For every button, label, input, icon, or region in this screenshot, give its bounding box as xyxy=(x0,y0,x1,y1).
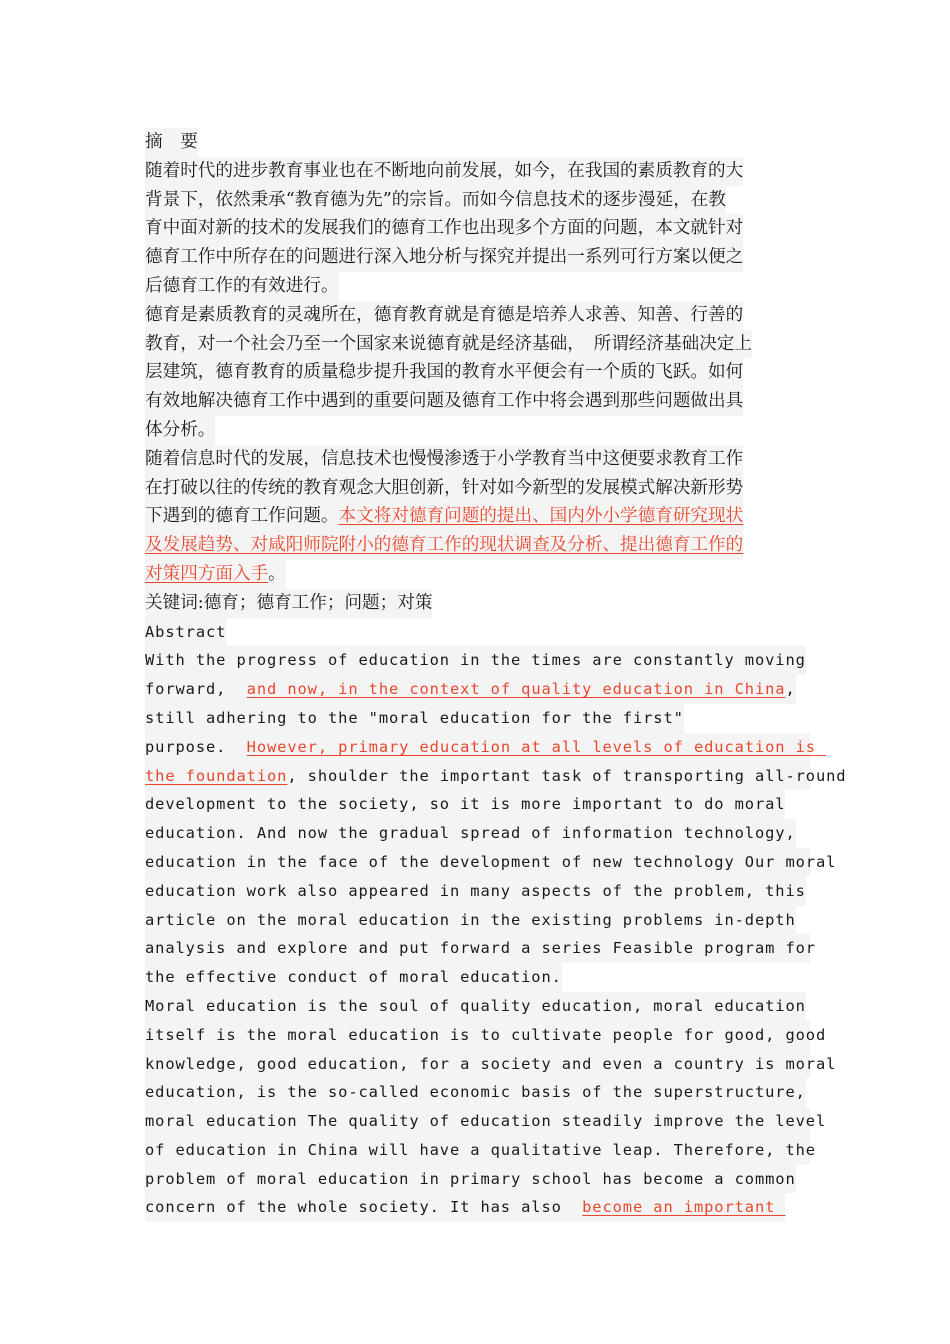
text-line: With the progress of education in the times are constantly moving xyxy=(145,646,806,675)
text-line: 随着信息时代的发展，信息技术也慢慢渗透于小学教育当中这便要求教育工作 xyxy=(145,445,743,474)
text-line: analysis and explore and put forward a series Feasible program for xyxy=(145,934,810,963)
text-line: 后德育工作的有效进行。 xyxy=(145,272,339,301)
text-line: 层建筑，德育教育的质量稳步提升我国的教育水平便会有一个质的飞跃。如何 xyxy=(145,358,743,387)
text-line: education work also appeared in many aspects of the problem, this xyxy=(145,877,806,906)
text-line: 随着时代的进步教育事业也在不断地向前发展，如今，在我国的素质教育的大 xyxy=(145,157,743,186)
text-line: education. And now the gradual spread of information technology, xyxy=(145,819,796,848)
text-line: 德育工作中所存在的问题进行深入地分析与探究并提出一系列可行方案以便之 xyxy=(145,243,743,272)
text-line: of education in China will have a qualitative leap. Therefore, the xyxy=(145,1136,810,1165)
text-line xyxy=(145,502,743,531)
text-line: development to the society, so it is more important to do moral xyxy=(145,790,785,819)
highlighted-text: 及发展趋势、对咸阳师院附小的德育工作的现状调查及分析、提出德育工作的 xyxy=(145,535,744,556)
text-segment: , xyxy=(785,680,796,699)
highlighted-text: become an important xyxy=(582,1198,786,1217)
text-line: Moral education is the soul of quality education, moral education xyxy=(145,992,806,1021)
text-line xyxy=(145,531,743,560)
text-line: itself is the moral education is to cultivate people for good, good xyxy=(145,1021,810,1050)
paragraph-cn-3 xyxy=(145,445,810,589)
text-segment: forward, xyxy=(145,680,247,699)
paragraph-en-1 xyxy=(145,646,847,992)
text-line xyxy=(145,675,796,704)
text-line: 德育是素质教育的灵魂所在，德育教育就是育德是培养人求善、知善、行善的 xyxy=(145,301,743,330)
text-line: education, is the so-called economic basis of the superstructure, xyxy=(145,1078,806,1107)
text-line: 教育，对一个社会乃至一个国家来说德育就是经济基础， 所谓经济基础决定上 xyxy=(145,330,752,359)
english-abstract xyxy=(145,618,847,1223)
text-segment: concern of the whole society. It has also xyxy=(145,1198,583,1217)
text-line xyxy=(145,1193,785,1222)
text-line: knowledge, good education, for a society and even a country is moral xyxy=(145,1050,810,1079)
text-line xyxy=(145,762,847,791)
abstract-heading-cn: 摘 要 xyxy=(145,128,198,157)
text-line: 育中面对新的技术的发展我们的德育工作也出现多个方面的问题，本文就针对 xyxy=(145,214,743,243)
text-segment: purpose. xyxy=(145,737,247,756)
highlighted-text: the foundation xyxy=(145,766,288,785)
text-line: 在打破以往的传统的教育观念大胆创新，针对如今新型的发展模式解决新形势 xyxy=(145,474,743,503)
highlighted-text: 本文将对德育问题的提出、国内外小学德育研究现状 xyxy=(338,506,744,527)
text-line: 背景下，依然秉承“教育德为先”的宗旨。而如今信息技术的逐步漫延，在教 xyxy=(145,186,726,215)
text-line: article on the moral education in the existing problems in-depth xyxy=(145,906,796,935)
highlighted-text: 对策四方面入手 xyxy=(145,563,269,584)
text-segment: 下遇到的德育工作问题。 xyxy=(145,506,339,527)
document-page xyxy=(145,128,847,1222)
text-line: 体分析。 xyxy=(145,416,215,445)
text-line xyxy=(145,733,827,762)
text-line: 有效地解决德育工作中遇到的重要问题及德育工作中将会遇到那些问题做出具 xyxy=(145,387,743,416)
highlighted-text: However, primary education at all levels of education is xyxy=(246,737,827,756)
text-line: the effective conduct of moral education. xyxy=(145,963,562,992)
highlighted-text: and now, in the context of quality education in China xyxy=(246,680,786,699)
chinese-abstract xyxy=(145,128,810,618)
text-line: still adhering to the "moral education for the first" xyxy=(145,704,684,733)
paragraph-cn-2 xyxy=(145,301,810,445)
keywords-line: 关键词:德育；德育工作；问题；对策 xyxy=(145,589,432,618)
abstract-heading-en: Abstract xyxy=(145,618,226,647)
text-line: moral education The quality of education steadily improve the level xyxy=(145,1107,810,1136)
text-segment: 。 xyxy=(268,563,286,584)
paragraph-en-2 xyxy=(145,992,837,1222)
text-line: problem of moral education in primary school has become a common xyxy=(145,1165,796,1194)
paragraph-cn-1 xyxy=(145,157,810,301)
text-segment: , shoulder the important task of transporting all-round xyxy=(287,766,847,785)
text-line: education in the face of the development of new technology Our moral xyxy=(145,848,810,877)
text-line xyxy=(145,560,286,589)
